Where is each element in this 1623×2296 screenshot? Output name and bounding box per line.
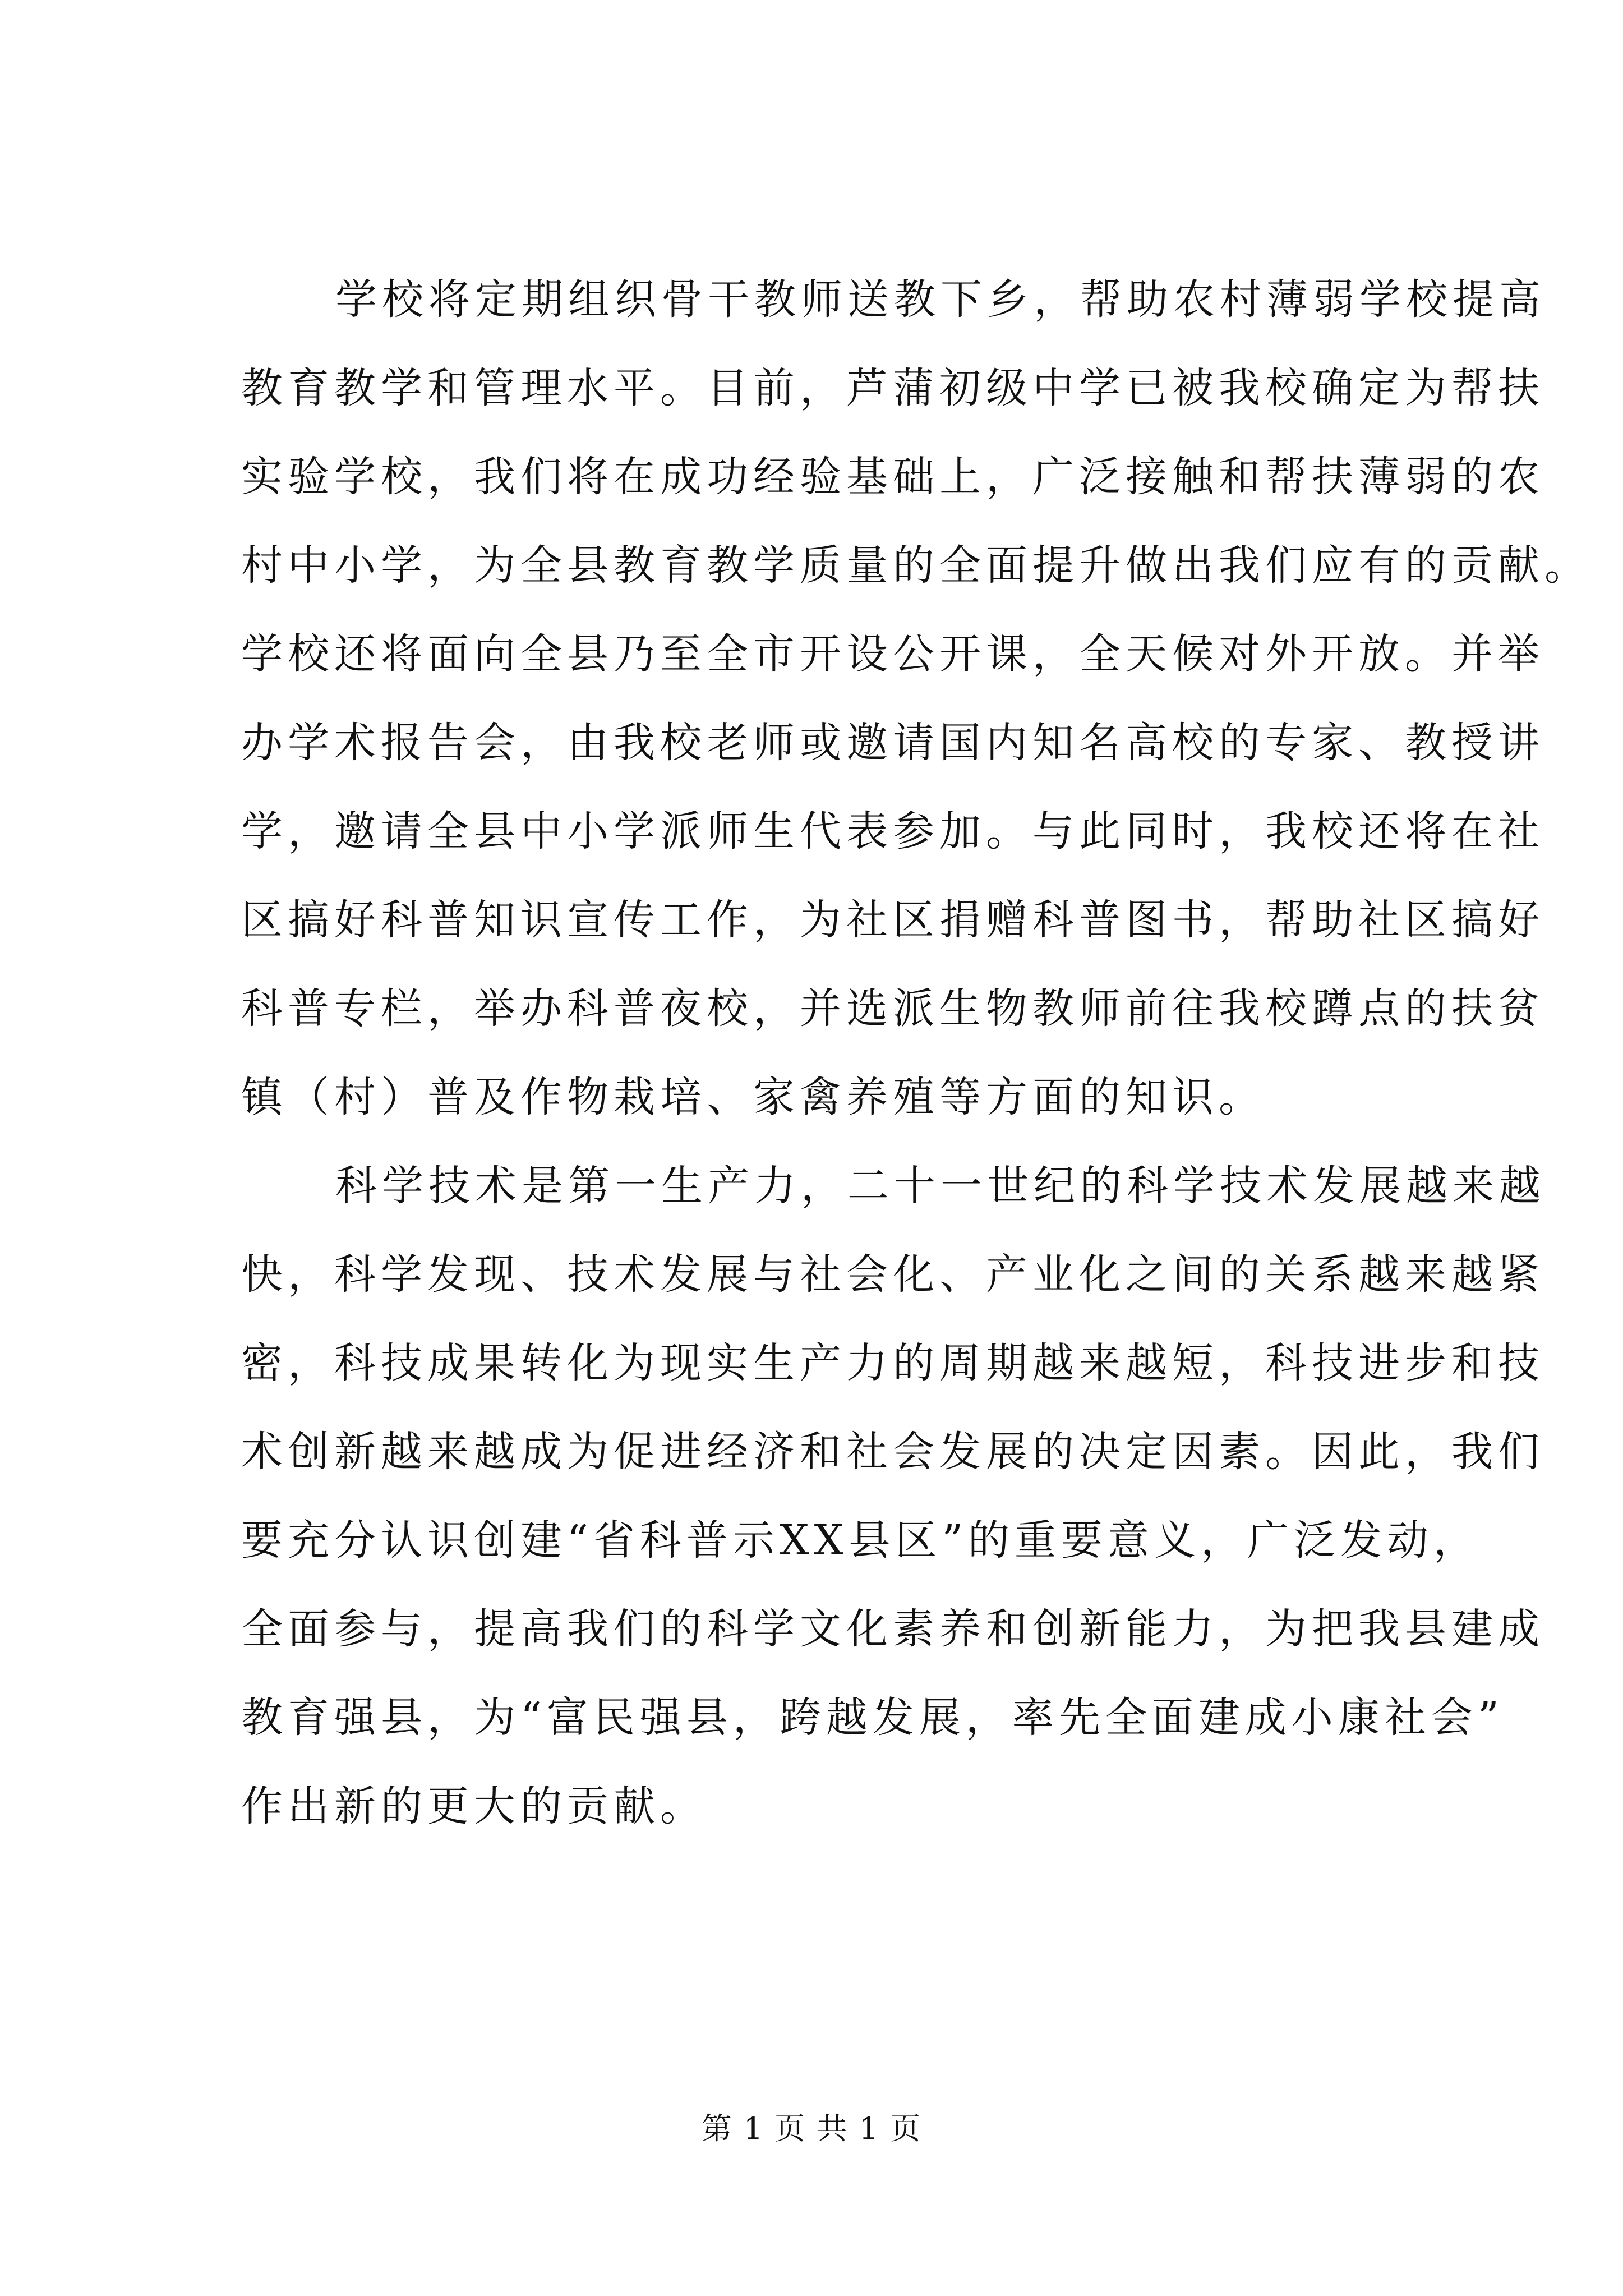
paragraph-line: 快，科学发现、技术发展与社会化、产业化之间的关系越来越紧 — [241, 1250, 1544, 1299]
paragraph-line: 全面参与，提高我们的科学文化素养和创新能力，为把我县建成 — [241, 1605, 1544, 1653]
paragraph-line: 学校还将面向全县乃至全市开设公开课，全天候对外开放。并举 — [241, 630, 1544, 678]
paragraph-line: 学，邀请全县中小学派师生代表参加。与此同时，我校还将在社 — [241, 807, 1544, 855]
paragraph-line: 办学术报告会，由我校老师或邀请国内知名高校的专家、教授讲 — [241, 719, 1544, 767]
paragraph-line: 村中小学，为全县教育教学质量的全面提升做出我们应有的贡献。 — [241, 541, 1591, 590]
paragraph-1 — [241, 255, 1591, 1142]
document-body — [241, 255, 1591, 1851]
paragraph-line: 实验学校，我们将在成功经验基础上，广泛接触和帮扶薄弱的农 — [241, 453, 1544, 501]
paragraph-line: 作出新的更大的贡献。 — [241, 1782, 707, 1830]
page-number-footer: 第 1 页 共 1 页 — [701, 2111, 922, 2146]
paragraph-line: 科普专栏，举办科普夜校，并选派生物教师前往我校蹲点的扶贫 — [241, 984, 1544, 1033]
paragraph-line: 教育强县，为“富民强县，跨越发展，率先全面建成小康社会” — [241, 1694, 1504, 1742]
paragraph-line: 教育教学和管理水平。目前，芦蒲初级中学已被我校确定为帮扶 — [241, 364, 1544, 412]
paragraph-line: 术创新越来越成为促进经济和社会发展的决定因素。因此，我们 — [241, 1428, 1544, 1476]
paragraph-line: 要充分认识创建“省科普示XX县区”的重要意义，广泛发动， — [241, 1516, 1481, 1565]
paragraph-line: 区搞好科普知识宣传工作，为社区捐赠科普图书，帮助社区搞好 — [241, 896, 1544, 944]
paragraph-line: 密，科技成果转化为现实生产力的周期越来越短，科技进步和技 — [241, 1339, 1544, 1387]
paragraph-line: 镇（村）普及作物栽培、家禽养殖等方面的知识。 — [241, 1073, 1265, 1121]
paragraph-line: 科学技术是第一生产力，二十一世纪的科学技术发展越来越 — [335, 1162, 1546, 1210]
paragraph-2 — [241, 1142, 1546, 1851]
paragraph-line: 学校将定期组织骨干教师送教下乡，帮助农村薄弱学校提高 — [335, 275, 1546, 324]
